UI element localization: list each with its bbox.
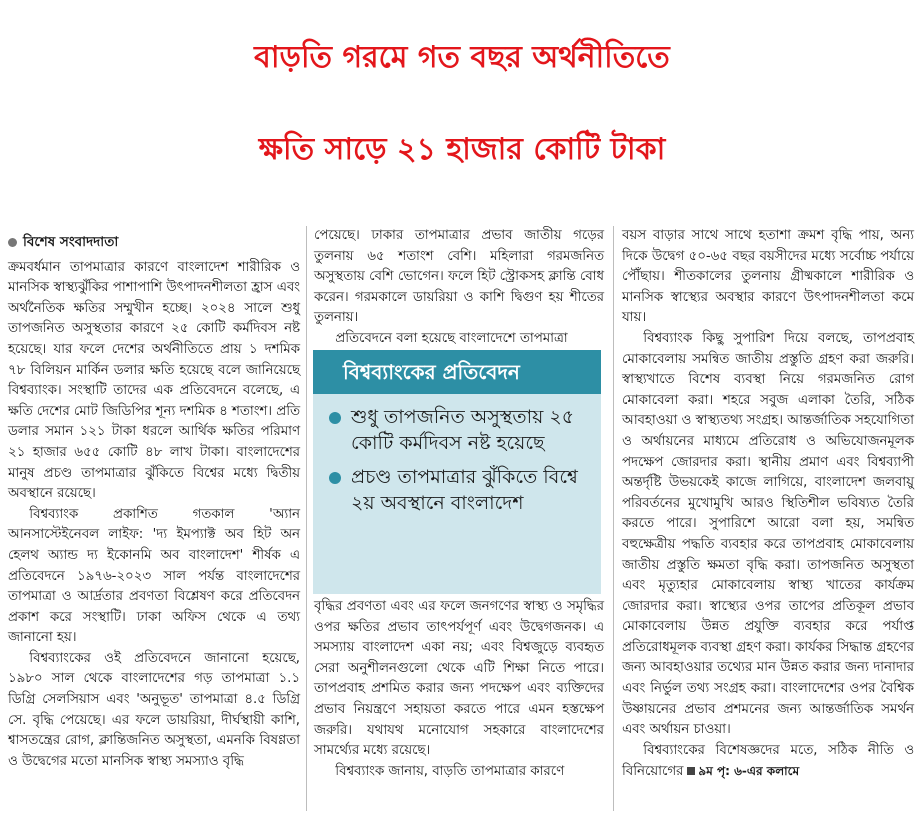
paragraph: প্রতিবেদনে বলা হয়েছে বাংলাদেশে তাপমাত্রা: [335, 330, 568, 346]
continuation-note: [683, 764, 799, 778]
square-bullet-icon: [687, 767, 695, 775]
paragraph: বৃদ্ধির প্রবণতা এবং এর ফলে জনগণের স্বাস্থ্য ও সমৃদ্ধির ওপর ক্ষতির প্রভাব তাৎপর্যপূর্ণ এবং উদ্বেগজনক। এ সমস্যায় বাংলাদেশ একা নয়; এবং বিশ্বজুড়ে ব্যবহৃত সেরা অনুশীলনগুলো থেকে এটি শিক্ষা নিতে পারে। তাপপ্রবাহ প্রশমিত করার জন্য পদক্ষেপ এবং ব্যক্তিদের প্রভাব নিয়ন্ত্রণে সহায়তা করতে পারে এমন হস্তক্ষেপ জরুরি। যথাযথ মনোযোগ সহকারে বাংলাদেশের সামর্থ্যের মধ্যে রয়েছে।: [314, 599, 604, 759]
highlight-box: [313, 350, 601, 594]
column-divider: [306, 226, 307, 811]
article-column-3: [622, 226, 914, 783]
paragraph-text: বিশ্বব্যাংকের বিশেষজ্ঞদের মতে, সঠিক নীতি ও বিনিয়োগের: [622, 742, 914, 780]
paragraph: ক্রমবর্ধমান তাপমাত্রার কারণে বাংলাদেশ শারীরিক ও মানসিক স্বাস্থ্যঝুঁকির পাশাপাশি উৎপাদনশীলতা হ্রাস এবং অর্থনৈতিক ক্ষতির সম্মুখীন হচ্ছে। ২০২৪ সালে শুধু তাপজনিত অসুস্থতার কারণে ২৫ কোটি কর্মদিবস নষ্ট হয়েছে। যার ফলে দেশের অর্থনীতিতে প্রায় ১ দশমিক ৭৮ বিলিয়ন মার্কিন ডলার ক্ষতি হয়েছে বলে জানিয়েছে বিশ্বব্যাংক। সংস্থাটি তাদের এক প্রতিবেদনে বলেছে, এ ক্ষতি দেশের মোট জিডিপির শূন্য দশমিক ৪ শতাংশ। প্রতি ডলার সমান ১২১ টাকা ধরলে আর্থিক ক্ষতির পরিমাণ ২১ হাজার ৬৫৫ কোটি ৪৮ লাখ টাকা। বাংলাদেশের মানুষ প্রচণ্ড তাপমাত্রার ঝুঁকিতে বিশ্বের মধ্যে দ্বিতীয় অবস্থানে রয়েছে।: [8, 259, 300, 502]
paragraph: বিশ্বব্যাংক জানায়, বাড়তি তাপমাত্রার কারণে: [335, 763, 565, 779]
paragraph: [622, 741, 914, 783]
highlight-item: [329, 464, 589, 516]
byline-text: বিশেষ সংবাদদাতা: [23, 234, 119, 250]
paragraph: পেয়েছে। ঢাকার তাপমাত্রার প্রভাব জাতীয় গড়ের তুলনায় ৬৫ শতাংশ বেশি। মহিলারা গরমজনিত অসুস্থতায় বেশি ভোগেন। ফলে হিট স্ট্রোকসহ ক্লান্তি বোধ করেন। গরমকালে ডায়রিয়া ও কাশি দ্বিগুণ হয় শীতের তুলনায়।: [314, 228, 604, 326]
highlight-item: [329, 404, 589, 456]
highlight-item-text: প্রচণ্ড তাপমাত্রার ঝুঁকিতে বিশ্বে ২য় অবস্থানে বাংলাদেশ: [351, 466, 578, 514]
bullet-dot-icon: [329, 472, 341, 484]
bullet-dot-icon: [329, 412, 341, 424]
byline: [8, 232, 300, 253]
article-column-1: [8, 232, 300, 772]
highlight-item-text: শুধু তাপজনিত অসুস্থতায় ২৫ কোটি কর্মদিবস নষ্ট হয়েছে: [351, 406, 575, 454]
article-column-2-top: [314, 226, 604, 350]
paragraph: বিশ্বব্যাংকের ওই প্রতিবেদনে জানানো হয়েছে, ১৯৮০ সাল থেকে বাংলাদেশের গড় তাপমাত্রা ১.১ ডিগ্রি সেলসিয়াস এবং 'অনুভূত' তাপমাত্রা ৪.৫ ডিগ্রি সে. বৃদ্ধি পেয়েছে। এর ফলে ডায়রিয়া, দীর্ঘস্থায়ী কাশি, শ্বাসতন্ত্রের রোগ, ক্লান্তিজনিত অসুস্থতা, এমনকি বিষণ্ণতা ও উদ্বেগের মতো মানসিক স্বাস্থ্য সমস্যাও বৃদ্ধি: [8, 650, 300, 769]
headline-line-1: বাড়তি গরমে গত বছর অর্থনীতিতে: [254, 40, 670, 75]
paragraph: বিশ্বব্যাংক কিছু সুপারিশ দিয়ে বলছে, তাপপ্রবাহ মোকাবেলায় সমন্বিত জাতীয় প্রস্তুতি গ্রহণ করা জরুরি। স্বাস্থ্যখাতে বিশেষ ব্যবস্থা নিয়ে গরমজনিত রোগ মোকাবেলা করা। শহরে সবুজ এলাকা তৈরি, সঠিক আবহাওয়া ও স্বাস্থ্যতথ্য সংগ্রহ। আন্তর্জাতিক সহযোগিতা ও অর্থায়নের মাধ্যমে প্রতিরোধ ও অভিযোজনমূলক পদক্ষেপ জোরদার করা। স্থানীয় প্রমাণ এবং বিশ্বব্যাপী অন্তর্দৃষ্টি উভয়কেই কাজে লাগিয়ে, বাংলাদেশ জলবায়ু পরিবর্তনের মুখোমুখি আরও স্থিতিশীল ভবিষ্যত তৈরি করতে পারে। সুপারিশে আরো বলা হয়, সমন্বিত বহুক্ষেত্রীয় পদ্ধতি ব্যবহার করে তাপপ্রবাহ মোকাবেলায় জাতীয় প্রস্তুতি ক্ষমতা বৃদ্ধি করা। তাপজনিত অসুস্থতা এবং মৃত্যুহার মোকাবেলায় স্বাস্থ্য খাতের কার্যক্রম জোরদার করা। স্বাস্থ্যের ওপর তাপের প্রতিকূল প্রভাব মোকাবেলায় উন্নত প্রযুক্তি ব্যবহার করে পর্যাপ্ত প্রতিরোধমূলক ব্যবস্থা গ্রহণ করা। কার্যকর সিদ্ধান্ত গ্রহণের জন্য আবহাওয়ার তথ্যের মান উন্নত করার জন্য দানাদার এবং নির্ভুল তথ্য সংগ্রহ করা। বাংলাদেশের ওপর বৈশ্বিক উষ্ণায়নের প্রভাব প্রশমনের জন্য আন্তর্জাতিক সমর্থন এবং অর্থায়ন চাওয়া।: [622, 330, 914, 738]
article-column-2-bottom: [314, 597, 604, 782]
headline-line-2: ক্ষতি সাড়ে ২১ হাজার কোটি টাকা: [258, 132, 666, 167]
bullet-dot-icon: [8, 238, 17, 247]
paragraph: বয়স বাড়ার সাথে সাথে হতাশা ক্রমশ বৃদ্ধি পায়, অন্য দিকে উদ্বেগ ৫০-৬৫ বছর বয়সীদের মধ্যে সর্বোচ্চ পর্যায়ে পৌঁছায়। শীতকালের তুলনায় গ্রীষ্মকালে শারীরিক ও মানসিক স্বাস্থ্যের অবস্থার কারণে উৎপাদনশীলতা কমে যায়।: [622, 228, 914, 326]
highlight-box-title: বিশ্বব্যাংকের প্রতিবেদন: [313, 350, 601, 394]
paragraph: বিশ্বব্যাংক প্রকাশিত গতকাল 'অ্যান আনসাস্টেইনেবল লাইফ: 'দ্য ইমপ্যাক্ট অব হিট অন হেলথ অ্যান্ড দ্য ইকোনমি অব বাংলাদেশ' শীর্ষক এ প্রতিবেদনে ১৯৭৬-২০২৩ সাল পর্যন্ত বাংলাদেশের তাপমাত্রা ও আর্দ্রতার প্রবণতা বিশ্লেষণ করে প্রতিবেদন প্রকাশ করে সংস্থাটি। ঢাকা অফিস থেকে এ তথ্য জানানো হয়।: [8, 506, 300, 646]
column-divider: [613, 226, 614, 811]
highlight-list: [313, 394, 601, 516]
continuation-text: ৯ম পৃ: ৬-এর কলামে: [698, 764, 800, 779]
